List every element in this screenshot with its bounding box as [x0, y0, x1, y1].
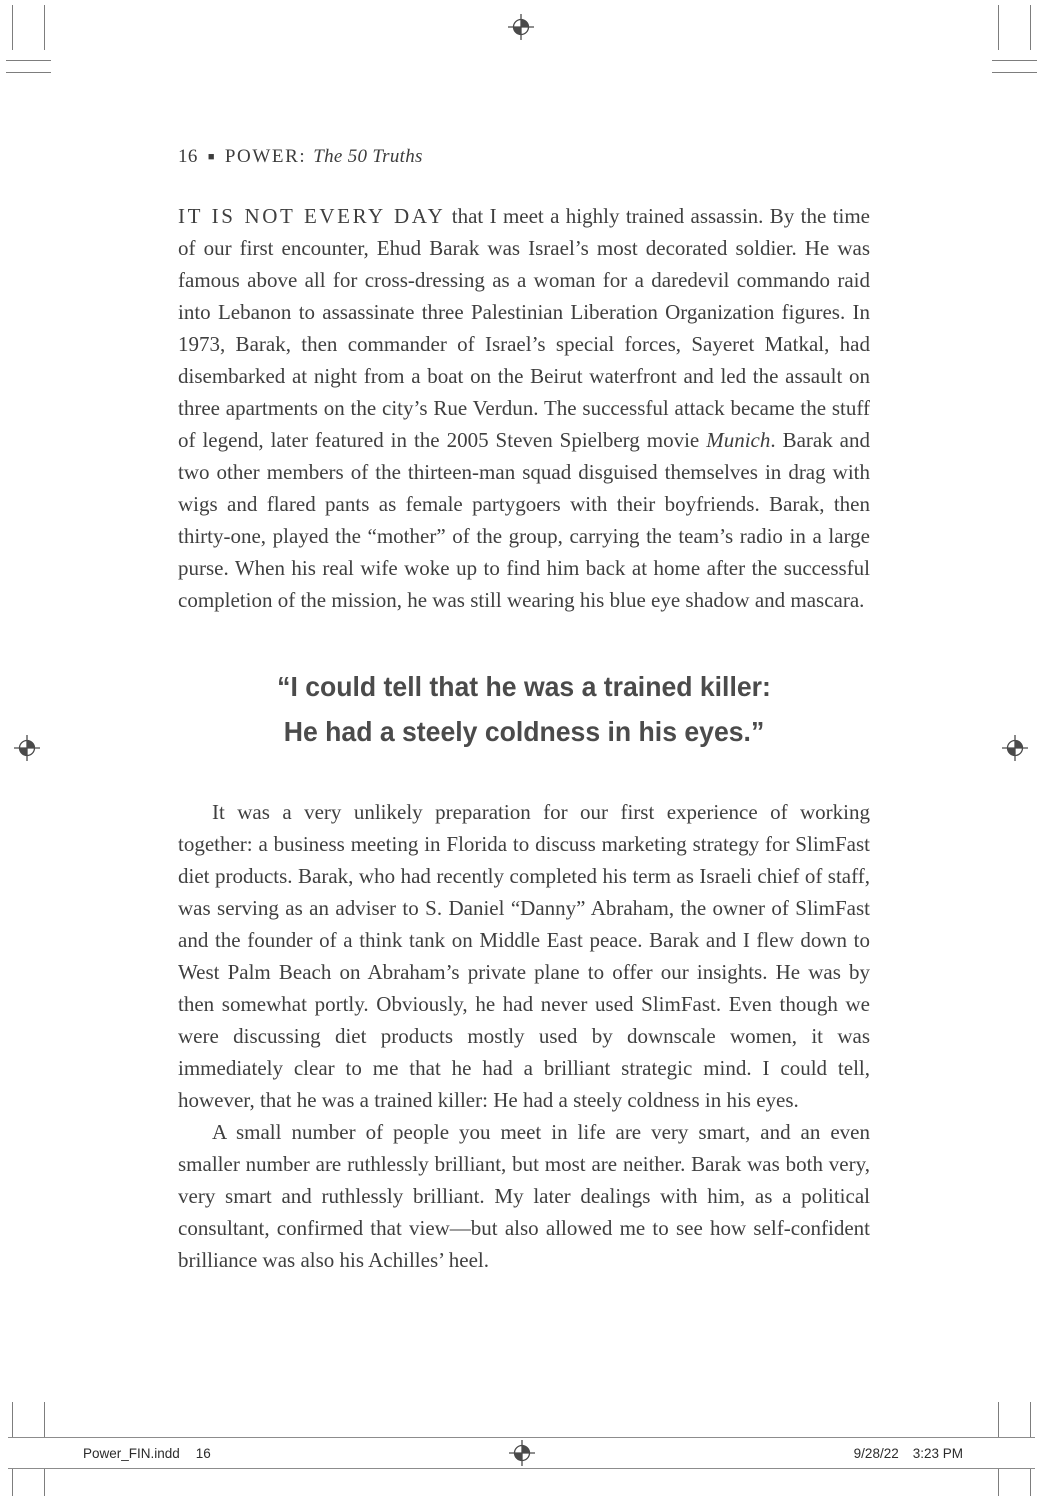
running-header [178, 146, 870, 168]
registration-mark-icon [509, 1440, 535, 1466]
paragraph-text: that I meet a highly trained assassin. By the time of our first encounter, Ehud Barak was Israel’s most decorated soldier. He was famous above all for cross-dressing as a woman for a daredevil commando raid into Lebanon to assassinate three Palestinian Liberation Organization figures. In 1973, Barak, then commander of Israel’s special forces, Sayeret Matkal, had disembarked at night from a boat on the Beirut waterfront and led the assault on three apartments on the city’s Rue Verdun. The successful attack became the stuff of legend, later featured in the 2005 Steven Spielberg movie [178, 204, 870, 452]
registration-mark-icon [1002, 735, 1028, 761]
book-subtitle: The 50 Truths [313, 146, 423, 167]
slug-filename-group [83, 1446, 211, 1461]
crop-mark [6, 60, 51, 61]
paragraph-text: . Barak and two other members of the thirteen-man squad disguised themselves in drag with wigs and flared pants as female partygoers with their boyfriends. Barak, then thirty-one, played the “mother” of the group, carrying the team’s radio in a large purse. When his real wife woke up to find him back at home after the successful completion of the mission, he was still wearing his blue eye shadow and mascara. [178, 428, 871, 612]
page-number: 16 [178, 146, 198, 167]
paragraph-2: It was a very unlikely preparation for our first experience of working together: a business meeting in Florida to discuss marketing strategy for SlimFast diet products. Barak, who had recently completed his term as Israeli chief of staff, was serving as an adviser to S. Daniel “Danny” Abraham, the owner of SlimFast and the founder of a think tank on Middle East peace. Barak and I flew down to West Palm Beach on Abraham’s private plane to offer our insights. He was by then somewhat portly. Obviously, he had never used SlimFast. Even though we were discussing diet products mostly used by downscale women, it was immediately clear to me that he had a brilliant strategic mind. I could tell, however, that he was a trained killer: He had a steely coldness in his eyes. [178, 800, 870, 1112]
crop-mark [1030, 5, 1031, 50]
paragraph-3: A small number of people you meet in life are very smart, and an even smaller number are ruthlessly brilliant, but most are neither. Barak was both very, very smart and ruthlessly brilliant. My later dealings with him, as a political consultant, confirmed that view—but also allowed me to see how self-confident brilliance was also his Achilles’ heel. [178, 1120, 870, 1272]
square-separator-icon: ■ [207, 151, 215, 163]
crop-mark [12, 5, 13, 50]
opening-phrase: IT IS NOT EVERY DAY [178, 204, 446, 228]
slug-page-number: 16 [195, 1445, 211, 1461]
paragraph-1 [178, 200, 870, 616]
text-column [178, 146, 870, 1276]
printer-slug-strip [8, 1437, 1035, 1469]
crop-mark [44, 5, 45, 50]
movie-title: Munich [706, 428, 771, 452]
pull-quote [195, 664, 852, 754]
slug-date: 9/28/22 [853, 1445, 899, 1461]
slug-filename: Power_FIN.indd [83, 1445, 180, 1461]
pull-quote-line-2: He had a steely coldness in his eyes.” [283, 716, 765, 747]
registration-mark-icon [508, 14, 534, 40]
slug-datetime-group [854, 1446, 963, 1461]
book-title: POWER: [224, 146, 307, 167]
crop-mark [992, 72, 1037, 73]
slug-time: 3:23 PM [912, 1445, 963, 1461]
crop-mark [6, 72, 51, 73]
crop-mark [998, 5, 999, 50]
crop-mark [992, 60, 1037, 61]
registration-mark-icon [14, 735, 40, 761]
pull-quote-line-1: “I could tell that he was a trained killer: [277, 671, 771, 702]
